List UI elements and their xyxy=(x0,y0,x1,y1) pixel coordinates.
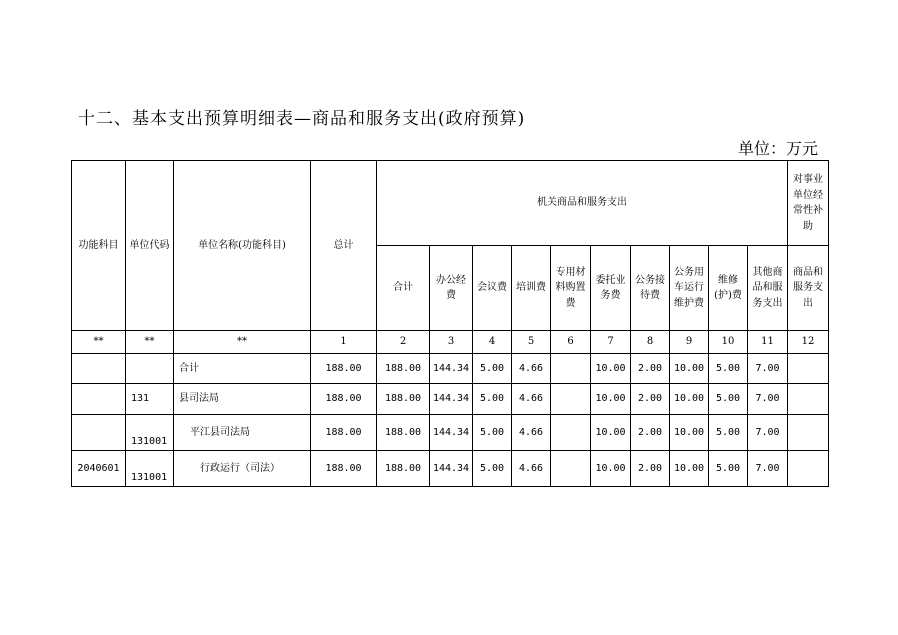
cell-value: 10.00 xyxy=(670,384,709,415)
cell-func-code xyxy=(72,384,126,415)
cell-func-code xyxy=(72,354,126,384)
cell-value: 2.00 xyxy=(631,384,670,415)
header-col-subtotal: 合计 xyxy=(377,246,430,331)
cell-value: 5.00 xyxy=(709,451,748,487)
header-col-other: 其他商品和服务支出 xyxy=(748,246,788,331)
table-row xyxy=(72,354,829,384)
cell-unit-name: 平江县司法局 xyxy=(174,415,311,451)
header-col-entrusted: 委托业务费 xyxy=(591,246,631,331)
cell-total: 188.00 xyxy=(311,354,377,384)
cell-value: 7.00 xyxy=(748,354,788,384)
cell-unit-name: 行政运行（司法） xyxy=(174,451,311,487)
cell-value: 4.66 xyxy=(512,451,551,487)
cell-value: 7.00 xyxy=(748,415,788,451)
cell-value: 5.00 xyxy=(709,354,748,384)
index-cell: 1 xyxy=(311,331,377,354)
cell-value: 188.00 xyxy=(377,415,430,451)
header-col-materials: 专用材料购置费 xyxy=(551,246,591,331)
cell-value: 188.00 xyxy=(377,354,430,384)
cell-value: 144.34 xyxy=(430,354,473,384)
cell-value: 7.00 xyxy=(748,451,788,487)
budget-table xyxy=(71,160,829,487)
cell-value: 4.66 xyxy=(512,384,551,415)
header-func-code: 功能科目 xyxy=(72,161,126,331)
cell-value xyxy=(551,384,591,415)
cell-value: 5.00 xyxy=(709,415,748,451)
header-group-subsidy: 对事业单位经常性补助 xyxy=(788,161,829,246)
index-cell: 11 xyxy=(748,331,788,354)
cell-unit-name: 县司法局 xyxy=(174,384,311,415)
cell-value: 5.00 xyxy=(473,354,512,384)
cell-value: 10.00 xyxy=(670,451,709,487)
cell-value: 188.00 xyxy=(377,384,430,415)
index-row xyxy=(72,331,829,354)
cell-value: 188.00 xyxy=(377,451,430,487)
cell-value: 10.00 xyxy=(591,451,631,487)
header-group-main: 机关商品和服务支出 xyxy=(377,161,788,246)
index-cell: 4 xyxy=(473,331,512,354)
cell-unit-code: 131001 xyxy=(126,415,174,451)
cell-total: 188.00 xyxy=(311,451,377,487)
cell-unit-code xyxy=(126,354,174,384)
cell-value: 5.00 xyxy=(473,384,512,415)
header-col-office: 办公经费 xyxy=(430,246,473,331)
header-total: 总计 xyxy=(311,161,377,331)
index-cell: 9 xyxy=(670,331,709,354)
cell-func-code xyxy=(72,415,126,451)
index-cell: 8 xyxy=(631,331,670,354)
index-cell: 12 xyxy=(788,331,829,354)
index-cell: ** xyxy=(174,331,311,354)
header-unit-code: 单位代码 xyxy=(126,161,174,331)
cell-value xyxy=(551,451,591,487)
cell-unit-code: 131001 xyxy=(126,451,174,487)
header-col-reception: 公务接待费 xyxy=(631,246,670,331)
cell-unit-name: 合计 xyxy=(174,354,311,384)
cell-value: 2.00 xyxy=(631,415,670,451)
cell-unit-code: 131 xyxy=(126,384,174,415)
index-cell: 5 xyxy=(512,331,551,354)
cell-value: 2.00 xyxy=(631,354,670,384)
cell-value: 10.00 xyxy=(591,384,631,415)
cell-total: 188.00 xyxy=(311,415,377,451)
header-col-training: 培训费 xyxy=(512,246,551,331)
header-col-subsidy-goods: 商品和服务支出 xyxy=(788,246,829,331)
index-cell: ** xyxy=(126,331,174,354)
cell-value: 10.00 xyxy=(591,354,631,384)
cell-value xyxy=(788,384,829,415)
header-col-meeting: 会议费 xyxy=(473,246,512,331)
header-col-vehicle: 公务用车运行维护费 xyxy=(670,246,709,331)
cell-value xyxy=(788,415,829,451)
index-cell: 2 xyxy=(377,331,430,354)
index-cell: 10 xyxy=(709,331,748,354)
cell-value: 2.00 xyxy=(631,451,670,487)
header-col-maintenance: 维修(护)费 xyxy=(709,246,748,331)
cell-value: 4.66 xyxy=(512,354,551,384)
cell-value: 7.00 xyxy=(748,384,788,415)
index-cell: 6 xyxy=(551,331,591,354)
cell-value: 10.00 xyxy=(670,415,709,451)
table-row xyxy=(72,415,829,451)
cell-value: 144.34 xyxy=(430,415,473,451)
cell-value xyxy=(788,451,829,487)
cell-value: 10.00 xyxy=(591,415,631,451)
table-row xyxy=(72,384,829,415)
index-cell: 7 xyxy=(591,331,631,354)
cell-func-code: 2040601 xyxy=(72,451,126,487)
cell-value xyxy=(551,354,591,384)
cell-value: 5.00 xyxy=(473,415,512,451)
cell-value xyxy=(788,354,829,384)
cell-value: 5.00 xyxy=(473,451,512,487)
cell-value: 4.66 xyxy=(512,415,551,451)
cell-value: 10.00 xyxy=(670,354,709,384)
cell-value: 144.34 xyxy=(430,384,473,415)
index-cell: ** xyxy=(72,331,126,354)
header-row-top xyxy=(72,161,829,246)
unit-label: 单位：万元 xyxy=(738,139,819,158)
cell-value xyxy=(551,415,591,451)
header-unit-name: 单位名称(功能科目) xyxy=(174,161,311,331)
page-title: 十二、基本支出预算明细表—商品和服务支出(政府预算) xyxy=(78,109,526,129)
index-cell: 3 xyxy=(430,331,473,354)
table-row xyxy=(72,451,829,487)
cell-value: 144.34 xyxy=(430,451,473,487)
cell-total: 188.00 xyxy=(311,384,377,415)
cell-value: 5.00 xyxy=(709,384,748,415)
